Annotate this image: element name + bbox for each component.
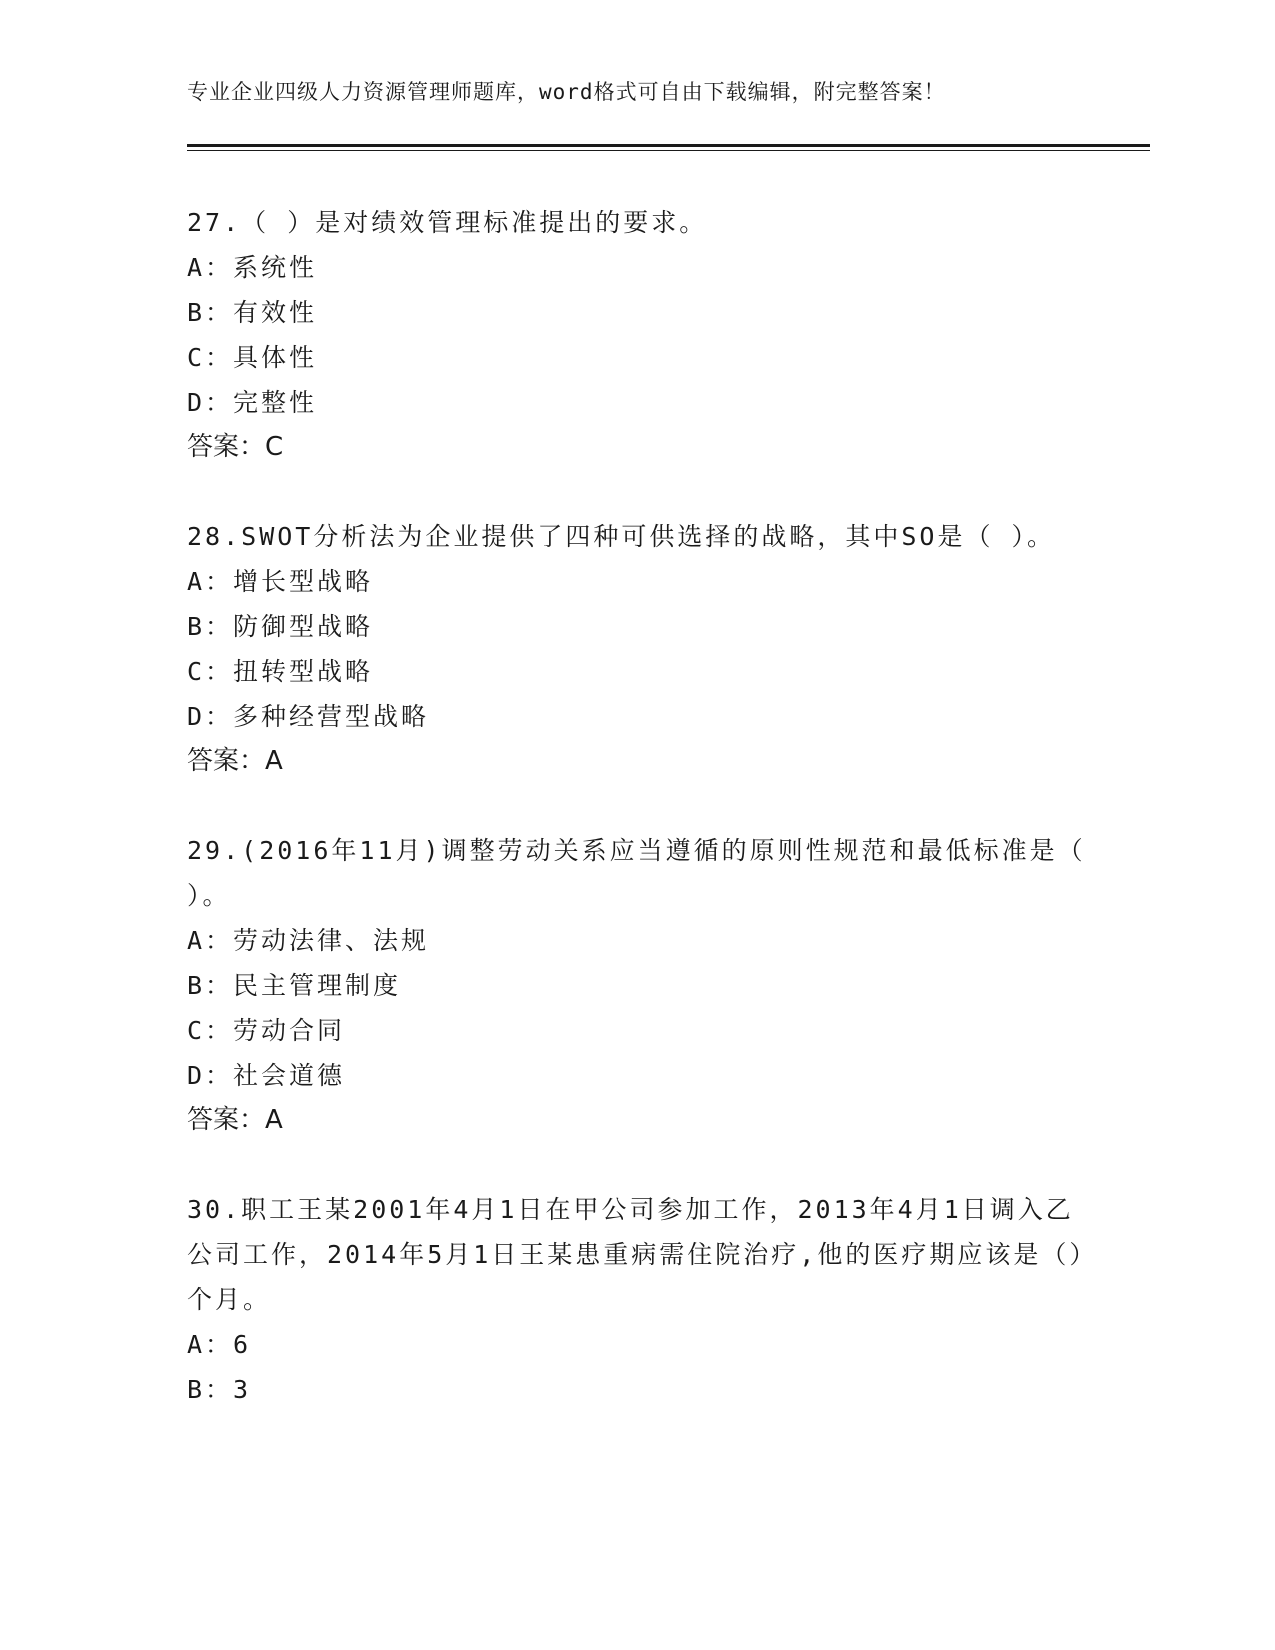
option-b: B：有效性 [187, 298, 318, 327]
question-27 [187, 200, 1087, 470]
question-stem: 28.SWOT分析法为企业提供了四种可供选择的战略，其中SO是（ ）。 [187, 522, 1056, 551]
question-29 [187, 828, 1087, 1143]
option-a: A：增长型战略 [187, 567, 374, 596]
option-c: C：扭转型战略 [187, 657, 374, 686]
answer-line: 答案：A [187, 746, 283, 776]
option-c: C：劳动合同 [187, 1016, 346, 1045]
question-stem: 30.职工王某2001年4月1日在甲公司参加工作，2013年4月1日调入乙公司工作，2014年5月1日王某患重病需住院治疗,他的医疗期应该是（）个月。 [187, 1195, 1085, 1314]
header-divider [187, 144, 1150, 147]
option-a: A：系统性 [187, 253, 318, 282]
option-c: C：具体性 [187, 343, 318, 372]
option-b: B：防御型战略 [187, 612, 374, 641]
question-28 [187, 514, 1087, 784]
option-d: D：完整性 [187, 388, 318, 417]
answer-line: 答案：C [187, 432, 284, 462]
question-stem: 27.（ ）是对绩效管理标准提出的要求。 [187, 208, 708, 237]
question-stem: 29.(2016年11月)调整劳动关系应当遵循的原则性规范和最低标准是（ ）。 [187, 836, 1086, 910]
option-b: B：3 [187, 1375, 252, 1404]
option-a: A：6 [187, 1330, 252, 1359]
page-header: 专业企业四级人力资源管理师题库，word格式可自由下载编辑，附完整答案！ [187, 80, 946, 104]
option-d: D：社会道德 [187, 1061, 346, 1090]
answer-line: 答案：A [187, 1105, 283, 1135]
option-d: D：多种经营型战略 [187, 702, 430, 731]
question-30 [187, 1187, 1087, 1412]
question-list [187, 200, 1087, 1456]
option-a: A：劳动法律、法规 [187, 926, 430, 955]
header-divider-thin [187, 150, 1150, 151]
option-b: B：民主管理制度 [187, 971, 402, 1000]
